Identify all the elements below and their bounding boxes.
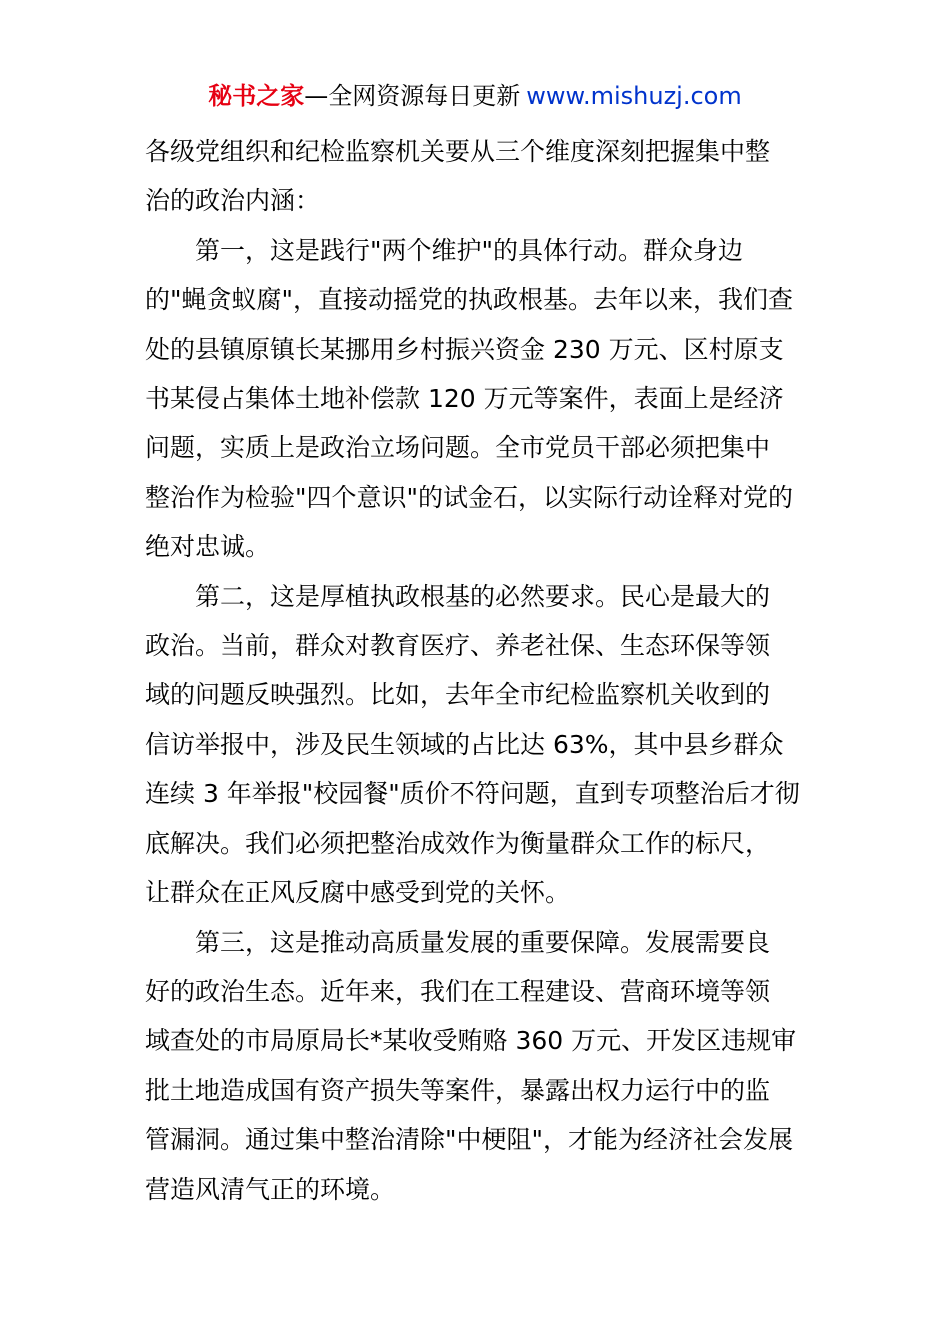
text-line: 好的政治生态。近年来，我们在工程建设、营商环境等领 — [145, 976, 771, 1006]
text-line: 整治作为检验"四个意识"的试金石，以实际行动诠释对党的 — [145, 482, 794, 512]
text-line: 书某侵占集体土地补偿款 120 万元等案件，表面上是经济 — [145, 384, 784, 414]
text-line: 让群众在正风反腐中感受到党的关怀。 — [145, 878, 571, 908]
text-line: 底解决。我们必须把整治成效作为衡量群众工作的标尺， — [145, 828, 771, 858]
text-line: 治的政治内涵： — [145, 186, 321, 216]
text-line: 各级党组织和纪检监察机关要从三个维度深刻把握集中整 — [145, 137, 771, 166]
text-line: 第一，这是践行"两个维护"的具体行动。群众身边 — [195, 235, 743, 265]
text-line: 处的县镇原镇长某挪用乡村振兴资金 230 万元、区村原支 — [145, 334, 784, 364]
text-line: 的"蝇贪蚁腐"，直接动摇党的执政根基。去年以来，我们查 — [145, 285, 794, 315]
text-line: 第二，这是厚植执政根基的必然要求。民心是最大的 — [195, 581, 771, 611]
text-line: 管漏洞。通过集中整治清除"中梗阻"，才能为经济社会发展 — [145, 1125, 794, 1155]
text-line: 批土地造成国有资产损失等案件，暴露出权力运行中的监 — [145, 1075, 771, 1105]
text-line: 域的问题反映强烈。比如，去年全市纪检监察机关收到的 — [145, 680, 771, 710]
paragraph — [145, 918, 807, 1214]
text-line: 营造风清气正的环境。 — [145, 1174, 396, 1204]
paragraph — [145, 127, 807, 226]
text-line: 域查处的市局原局长*某收受贿赂 360 万元、开发区违规审 — [145, 1026, 797, 1056]
paragraph — [145, 226, 807, 572]
header-tagline: —全网资源每日更新 — [304, 82, 521, 110]
text-line: 问题，实质上是政治立场问题。全市党员干部必须把集中 — [145, 433, 771, 463]
text-line: 连续 3 年举报"校园餐"质价不符问题，直到专项整治后才彻 — [145, 779, 800, 809]
site-link[interactable]: www.mishuzj.com — [526, 82, 742, 110]
document-header — [0, 80, 950, 112]
text-line: 信访举报中，涉及民生领域的占比达 63%，其中县乡群众 — [145, 729, 784, 759]
text-line: 绝对忠诚。 — [145, 532, 271, 562]
brand-name: 秘书之家 — [208, 82, 305, 110]
text-line: 第三，这是推动高质量发展的重要保障。发展需要良 — [195, 927, 771, 957]
paragraph — [145, 572, 807, 918]
document-body — [145, 127, 807, 1214]
text-line: 政治。当前，群众对教育医疗、养老社保、生态环保等领 — [145, 631, 771, 661]
